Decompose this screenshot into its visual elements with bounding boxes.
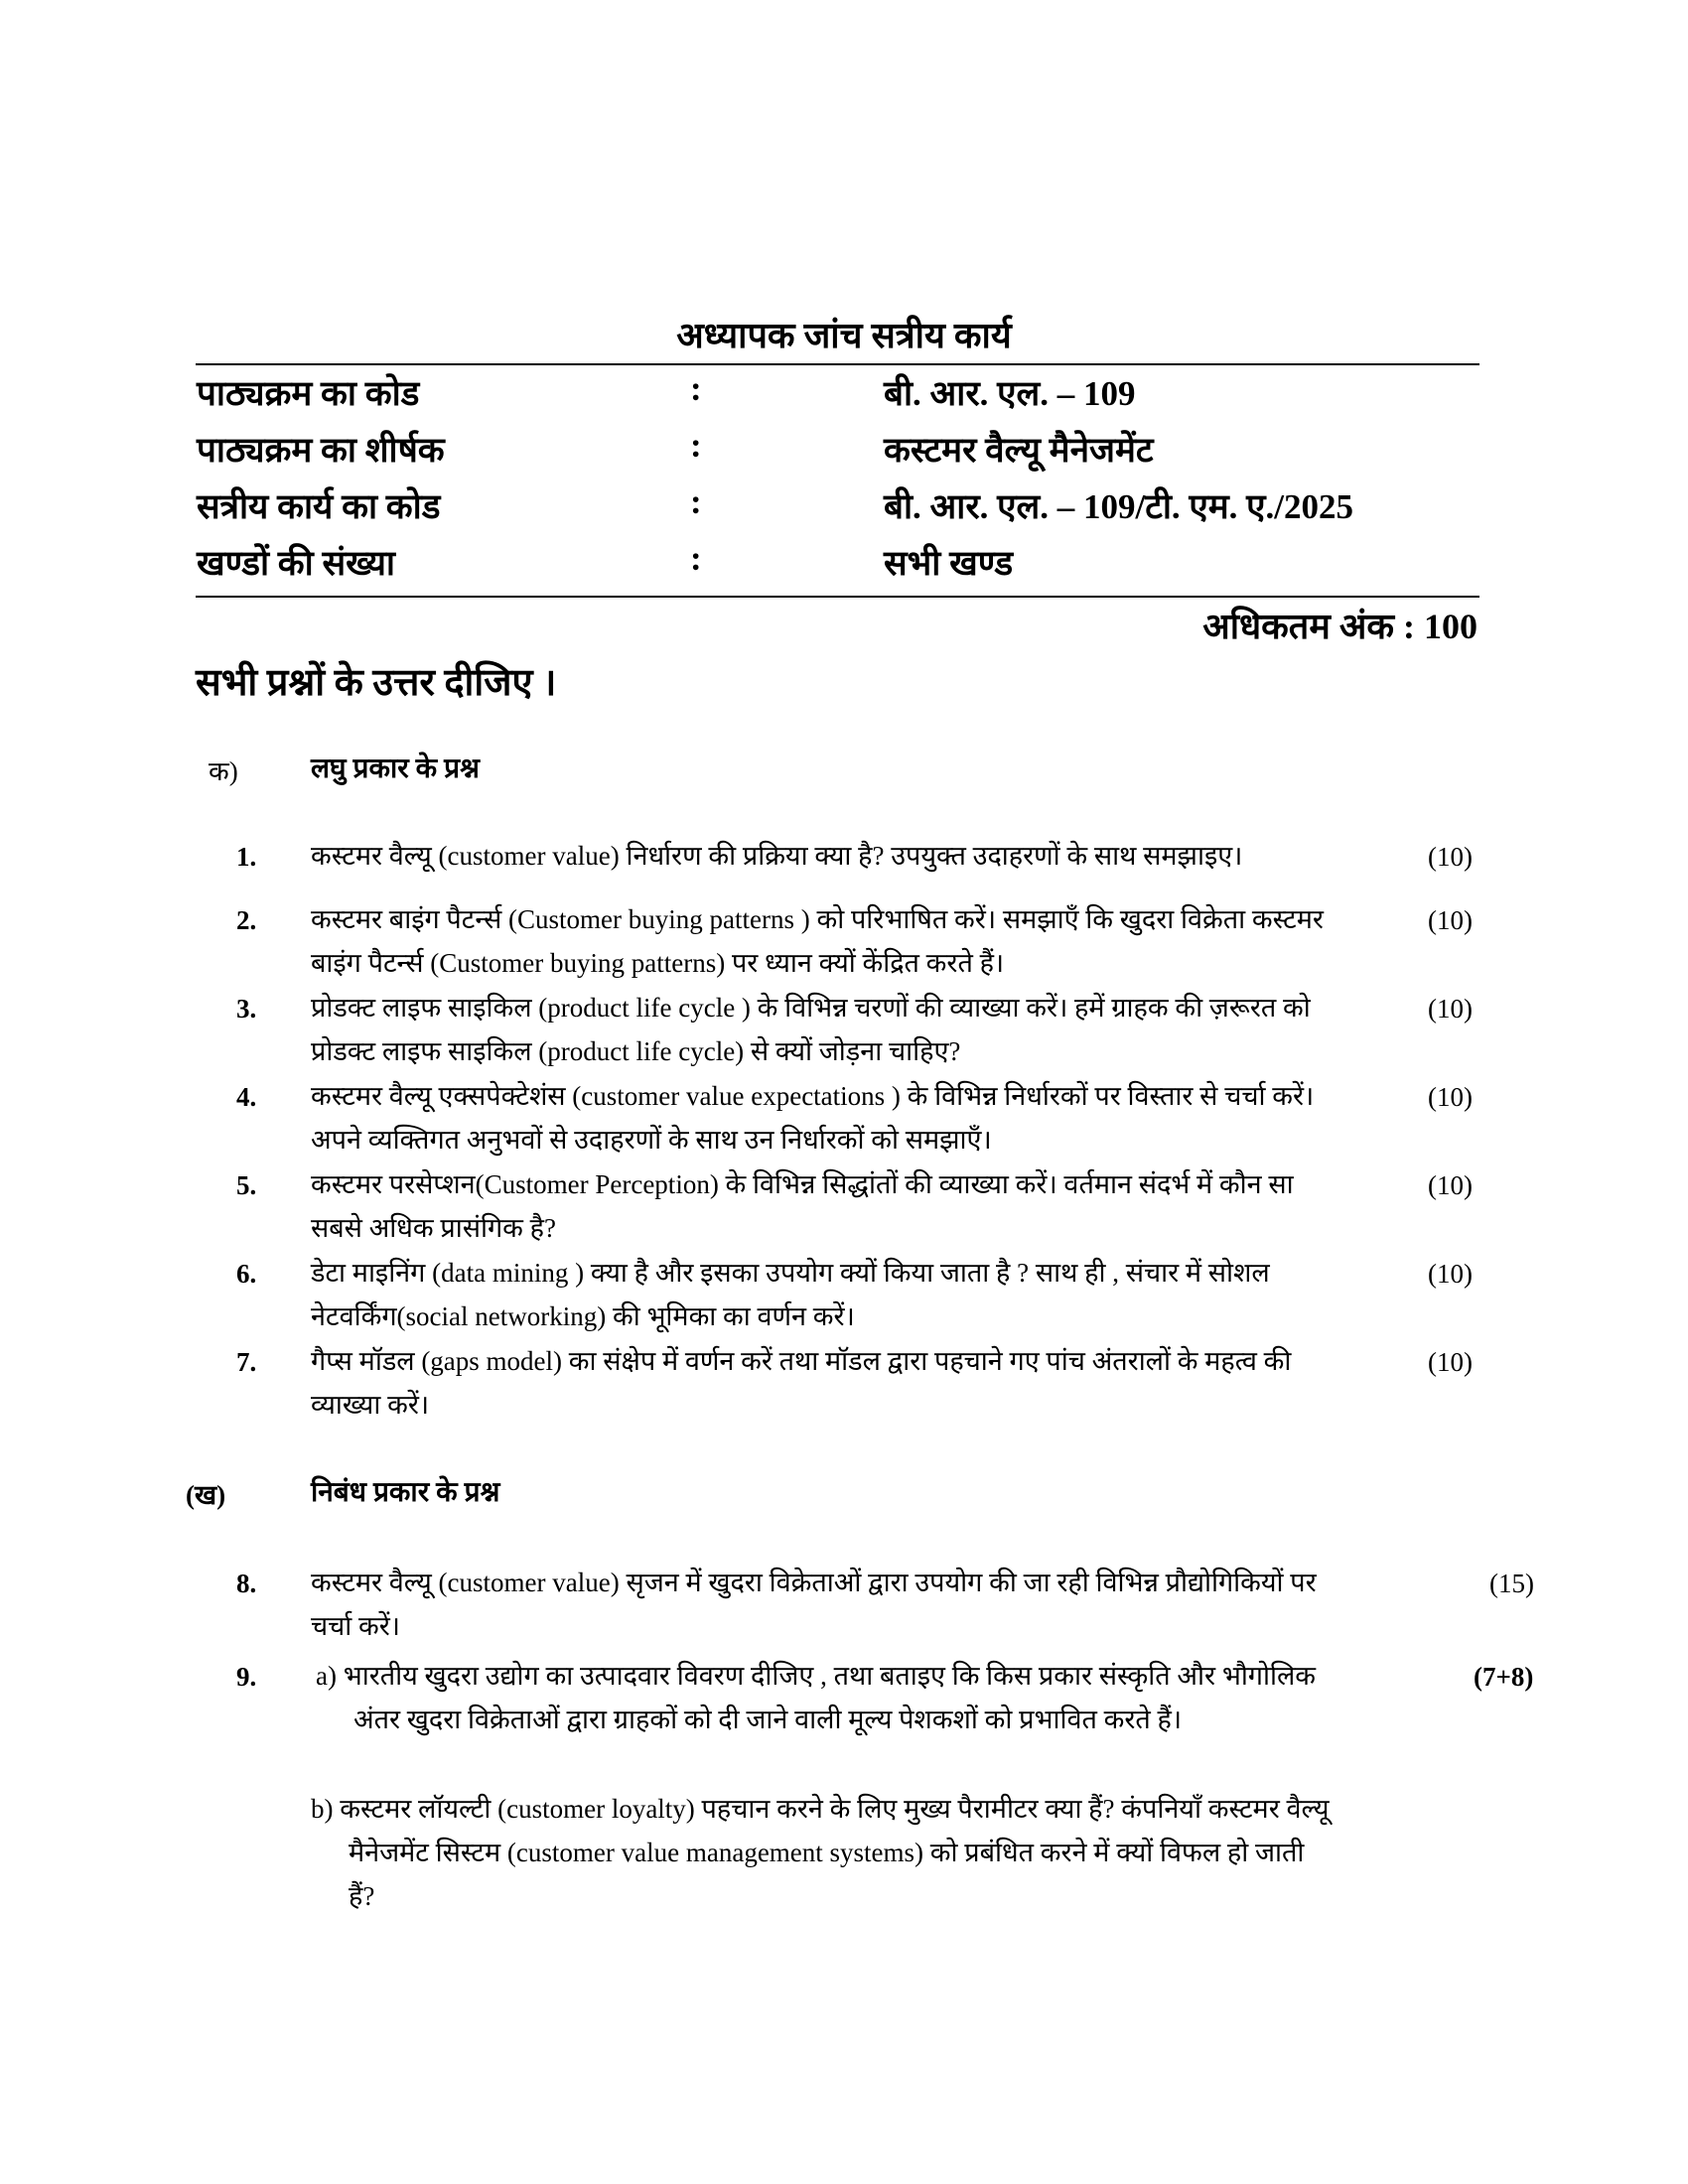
- question-line: डेटा माइनिंग (data mining ) क्या है और इसका उपयोग क्यों किया जाता है ? साथ ही , संचार में सोशल: [311, 1258, 1270, 1288]
- question-number: 4.: [236, 1082, 257, 1112]
- meta-colon: :: [690, 539, 702, 578]
- question-line: गैप्स मॉडल (gaps model) का संक्षेप में वर्णन करें तथा मॉडल द्वारा पहचाने गए पांच अंतरालों के महत्व की: [311, 1346, 1292, 1376]
- question-line: मैनेजमेंट सिस्टम (customer value management systems) को प्रबंधित करने में क्यों विफल हो जाती: [349, 1838, 1305, 1867]
- question-marks: (10): [1428, 994, 1473, 1024]
- meta-row-course-title: [0, 426, 1688, 476]
- question-line: चर्चा करें।: [311, 1611, 401, 1641]
- question-line: कस्टमर वैल्यू (customer value) सृजन में खुदरा विक्रेताओं द्वारा उपयोग की जा रही विभिन्न प्रौद्योगिकियों पर: [311, 1568, 1317, 1597]
- question-marks: (10): [1428, 1170, 1473, 1200]
- meta-row-course-code: [0, 369, 1688, 419]
- question-line: कस्टमर वैल्यू एक्सपेक्टेशंस (customer value expectations ) के विभिन्न निर्धारकों पर विस्तार से चर्चा करें।: [311, 1081, 1315, 1111]
- question-part-b: [311, 1787, 1330, 1918]
- section-a-title: लघु प्रकार के प्रश्न: [311, 753, 480, 784]
- question-line: b) कस्टमर लॉयल्टी (customer loyalty) पहचान करने के लिए मुख्य पैरामीटर क्या हैं? कंपनियाँ कस्टमर वैल्यू: [311, 1794, 1330, 1824]
- question-number: 5.: [236, 1170, 257, 1200]
- question-line: व्याख्या करें।: [311, 1390, 430, 1420]
- question-line: कस्टमर वैल्यू (customer value) निर्धारण की प्रक्रिया क्या है? उपयुक्त उदाहरणों के साथ समझाइए।: [311, 841, 1243, 871]
- question-number: 1.: [236, 842, 257, 872]
- top-divider: [196, 363, 1479, 365]
- section-a-letter: क): [209, 756, 238, 786]
- question-line: a) भारतीय खुदरा उद्योग का उत्पादवार विवरण दीजिए , तथा बताइए कि किस प्रकार संस्कृति और भौगोलिक: [316, 1661, 1317, 1691]
- question-marks: (7+8): [1474, 1662, 1534, 1692]
- section-b-letter: (ख): [186, 1480, 226, 1510]
- meta-label: पाठ्यक्रम का कोड: [197, 374, 420, 413]
- instruction: सभी प्रश्नों के उत्तर दीजिए ।: [196, 662, 557, 704]
- question-marks: (10): [1428, 1259, 1473, 1289]
- meta-colon: :: [690, 482, 702, 521]
- question-text: [311, 1339, 1291, 1427]
- question-line: बाइंग पैटर्न्स (Customer buying patterns) पर ध्यान क्यों केंद्रित करते हैं।: [311, 948, 1005, 978]
- question-line: अपने व्यक्तिगत अनुभवों से उदाहरणों के साथ उन निर्धारकों को समझाएँ।: [311, 1125, 992, 1155]
- question-number: 2.: [236, 905, 257, 935]
- question-line: कस्टमर परसेप्शन(Customer Perception) के विभिन्न सिद्धांतों की व्याख्या करें। वर्तमान संदर्भ में कौन सा: [311, 1169, 1294, 1199]
- meta-value: कस्टमर वैल्यू मैनेजमेंट: [884, 431, 1154, 470]
- meta-value: बी. आर. एल. – 109: [884, 374, 1136, 413]
- question-number: 8.: [236, 1569, 257, 1598]
- question-marks: (10): [1428, 1082, 1473, 1112]
- question-line: प्रोडक्ट लाइफ साइकिल (product life cycle ) के विभिन्न चरणों की व्याख्या करें। हमें ग्राहक की ज़रूरत को: [311, 993, 1311, 1023]
- question-line: सबसे अधिक प्रासंगिक है?: [311, 1213, 556, 1243]
- question-line: प्रोडक्ट लाइफ साइकिल (product life cycle) से क्यों जोड़ना चाहिए?: [311, 1036, 961, 1066]
- question-line: नेटवर्किंग(social networking) की भूमिका का वर्णन करें।: [311, 1301, 855, 1331]
- question-marks: (10): [1428, 1347, 1473, 1377]
- question-number: 7.: [236, 1347, 257, 1377]
- meta-value: सभी खण्ड: [884, 544, 1014, 583]
- page-title: अध्यापक जांच सत्रीय कार्य: [676, 316, 1012, 355]
- question-number: 3.: [236, 994, 257, 1024]
- question-number: 9.: [236, 1662, 257, 1692]
- meta-colon: :: [690, 369, 702, 408]
- question-text: [311, 986, 1311, 1073]
- question-text: [311, 1162, 1294, 1250]
- meta-label: पाठ्यक्रम का शीर्षक: [197, 431, 445, 470]
- question-text: [311, 1561, 1317, 1648]
- question-part-a: [316, 1654, 1316, 1741]
- question-marks: (10): [1428, 842, 1473, 872]
- section-b-title: निबंध प्रकार के प्रश्न: [311, 1477, 500, 1508]
- question-text: [311, 897, 1324, 985]
- max-marks: अधिकतम अंक : 100: [1202, 607, 1477, 646]
- meta-label: सत्रीय कार्य का कोड: [197, 487, 441, 526]
- meta-colon: :: [690, 426, 702, 465]
- meta-label: खण्डों की संख्या: [197, 544, 395, 583]
- bottom-divider: [196, 596, 1479, 598]
- question-text: [311, 1074, 1314, 1161]
- question-text: [311, 1251, 1270, 1338]
- question-text: [311, 834, 1242, 878]
- meta-row-blocks: [0, 539, 1688, 589]
- question-line: कस्टमर बाइंग पैटर्न्स (Customer buying patterns ) को परिभाषित करें। समझाएँ कि खुदरा विक्रेता कस्टमर: [311, 904, 1324, 934]
- question-marks: (15): [1489, 1569, 1534, 1598]
- meta-row-assignment-code: [0, 482, 1688, 532]
- question-line: हैं?: [349, 1881, 375, 1911]
- question-line: अंतर खुदरा विक्रेताओं द्वारा ग्राहकों को दी जाने वाली मूल्य पेशकशों को प्रभावित करते हैं।: [353, 1705, 1183, 1734]
- question-marks: (10): [1428, 905, 1473, 935]
- question-number: 6.: [236, 1259, 257, 1289]
- meta-value: बी. आर. एल. – 109/टी. एम. ए./2025: [884, 487, 1354, 526]
